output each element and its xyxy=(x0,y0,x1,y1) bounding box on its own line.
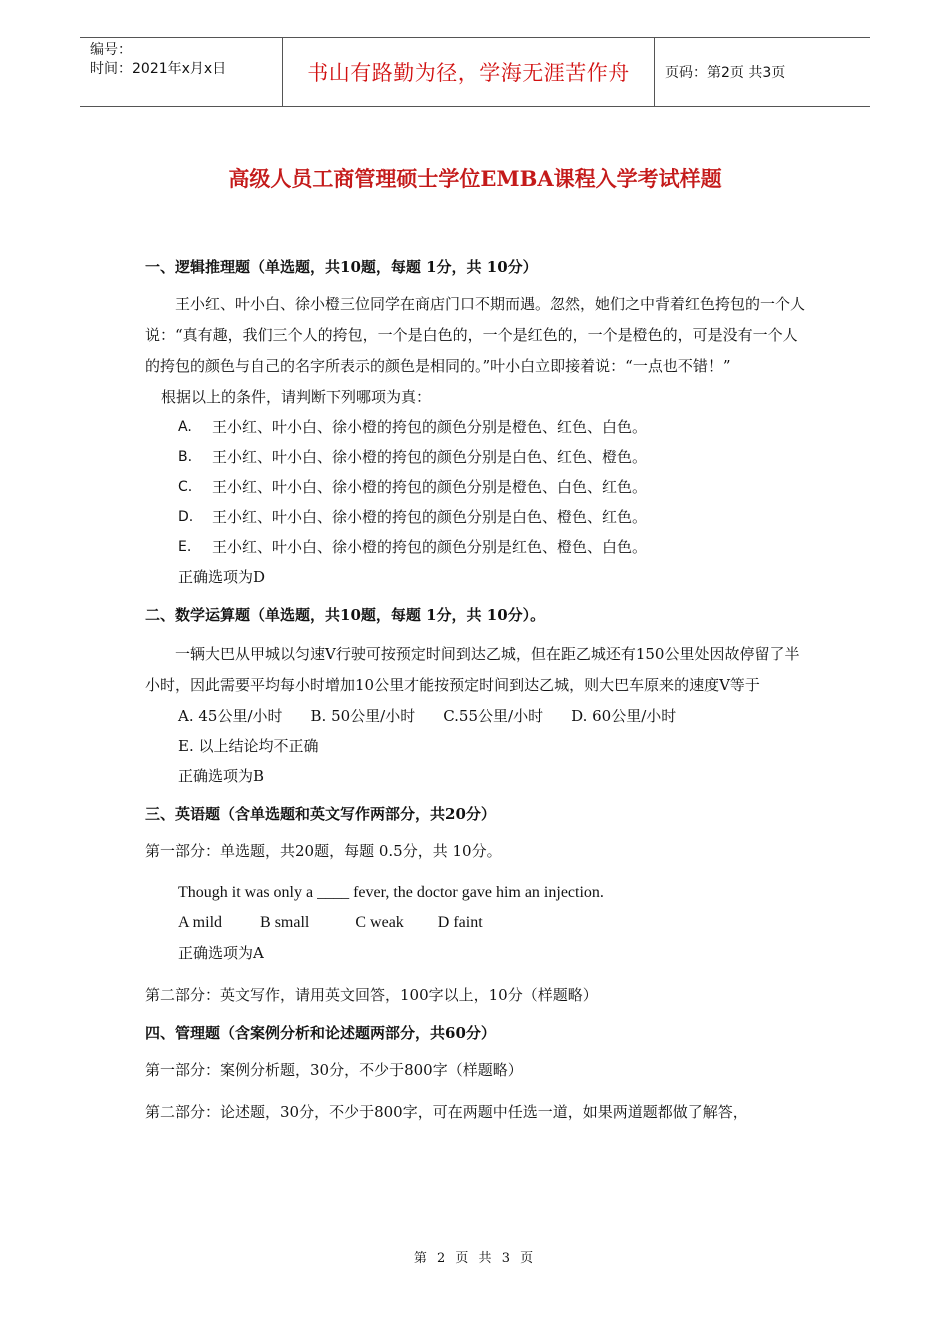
section-1-option xyxy=(145,442,810,472)
section-2-options xyxy=(145,701,810,731)
section-3-part1: 第一部分：单选题，共20题，每题 0.5分，共 10分。 xyxy=(145,842,502,860)
option-text: 王小红、叶小白、徐小橙的挎包的颜色分别是橙色、红色、白色。 xyxy=(212,418,648,436)
header-meta-cell xyxy=(80,38,282,106)
section-1-option xyxy=(145,502,810,532)
document-body xyxy=(145,250,810,1127)
section-4-part1: 第一部分：案例分析题，30分，不少于800字（样题略） xyxy=(145,1061,523,1079)
option-letter: D. xyxy=(178,509,194,525)
page-footer: 第 2 页 共 3 页 xyxy=(413,1251,537,1266)
document-title: 高级人员工商管理硕士学位EMBA课程入学考试样题 xyxy=(228,166,722,191)
section-2-option: A. 45公里/小时 xyxy=(178,707,283,725)
section-3-heading: 三、英语题（含单选题和英文写作两部分，共20分） xyxy=(145,805,496,823)
page-info: 页码：第2页 共3页 xyxy=(665,65,786,81)
section-2-paragraph: 一辆大巴从甲城以匀速V行驶可按预定时间到达乙城，但在距乙城还有150公里处因故停留了半小时，因此需要平均每小时增加10公里才能按预定时间到达乙城，则大巴车原来的速度V等于 xyxy=(145,645,800,694)
section-1-question: 根据以上的条件，请判断下列哪项为真： xyxy=(161,388,432,406)
section-3-option: C weak xyxy=(355,914,404,931)
time-label: 时间：2021年x月x日 xyxy=(90,61,227,77)
option-text: 王小红、叶小白、徐小橙的挎包的颜色分别是红色、橙色、白色。 xyxy=(212,538,648,556)
section-3-part2: 第二部分：英文写作，请用英文回答，100字以上，10分（样题略） xyxy=(145,986,598,1004)
section-1-option xyxy=(145,412,810,442)
number-label: 编号： xyxy=(90,42,132,58)
option-letter: E. xyxy=(178,539,192,555)
section-1-option xyxy=(145,532,810,562)
section-1-option xyxy=(145,472,810,502)
option-letter: C. xyxy=(178,479,193,495)
option-text: 王小红、叶小白、徐小橙的挎包的颜色分别是白色、橙色、红色。 xyxy=(212,508,648,526)
section-3-answer: 正确选项为A xyxy=(178,944,264,962)
section-3-option: D faint xyxy=(437,914,483,931)
section-4-heading: 四、管理题（含案例分析和论述题两部分，共60分） xyxy=(145,1024,496,1042)
section-2-option: C.55公里/小时 xyxy=(443,707,544,725)
section-2-option-e: E. 以上结论均不正确 xyxy=(178,737,319,755)
header-motto-cell xyxy=(282,38,655,106)
section-1-answer: 正确选项为D xyxy=(178,568,266,586)
section-4-part2: 第二部分：论述题，30分，不少于800字，可在两题中任选一道，如果两道题都做了解答， xyxy=(145,1103,748,1121)
section-3-options xyxy=(145,908,810,938)
section-2-answer: 正确选项为B xyxy=(178,767,265,785)
option-letter: B. xyxy=(178,449,193,465)
section-3-option: B small xyxy=(260,914,310,931)
option-text: 王小红、叶小白、徐小橙的挎包的颜色分别是白色、红色、橙色。 xyxy=(212,448,648,466)
option-letter: A. xyxy=(178,419,192,435)
motto-text: 书山有路勤为径，学海无涯苦作舟 xyxy=(307,61,630,85)
section-3-sentence: Though it was only a ____ fever, the doctor gave him an injection. xyxy=(178,884,604,901)
option-text: 王小红、叶小白、徐小橙的挎包的颜色分别是橙色、白色、红色。 xyxy=(212,478,648,496)
section-2-heading: 二、数学运算题（单选题，共10题，每题 1分，共 10分）。 xyxy=(145,606,546,624)
section-3-option: A mild xyxy=(178,914,223,931)
section-1-paragraph: 王小红、叶小白、徐小橙三位同学在商店门口不期而遇。忽然，她们之中背着红色挎包的一个人说：“真有趣，我们三个人的挎包，一个是白色的，一个是红色的，一个是橙色的，可是没有一个人的挎包的颜色与自己的名字所表示的颜色是相同的。”叶小白立即接着说：“一点也不错！” xyxy=(145,295,806,375)
section-2-option: B. 50公里/小时 xyxy=(310,707,416,725)
header-page-cell xyxy=(655,38,870,106)
section-2-option: D. 60公里/小时 xyxy=(571,707,677,725)
document-header xyxy=(80,37,870,107)
section-1-heading: 一、逻辑推理题（单选题，共10题，每题 1分，共 10分） xyxy=(145,258,538,276)
